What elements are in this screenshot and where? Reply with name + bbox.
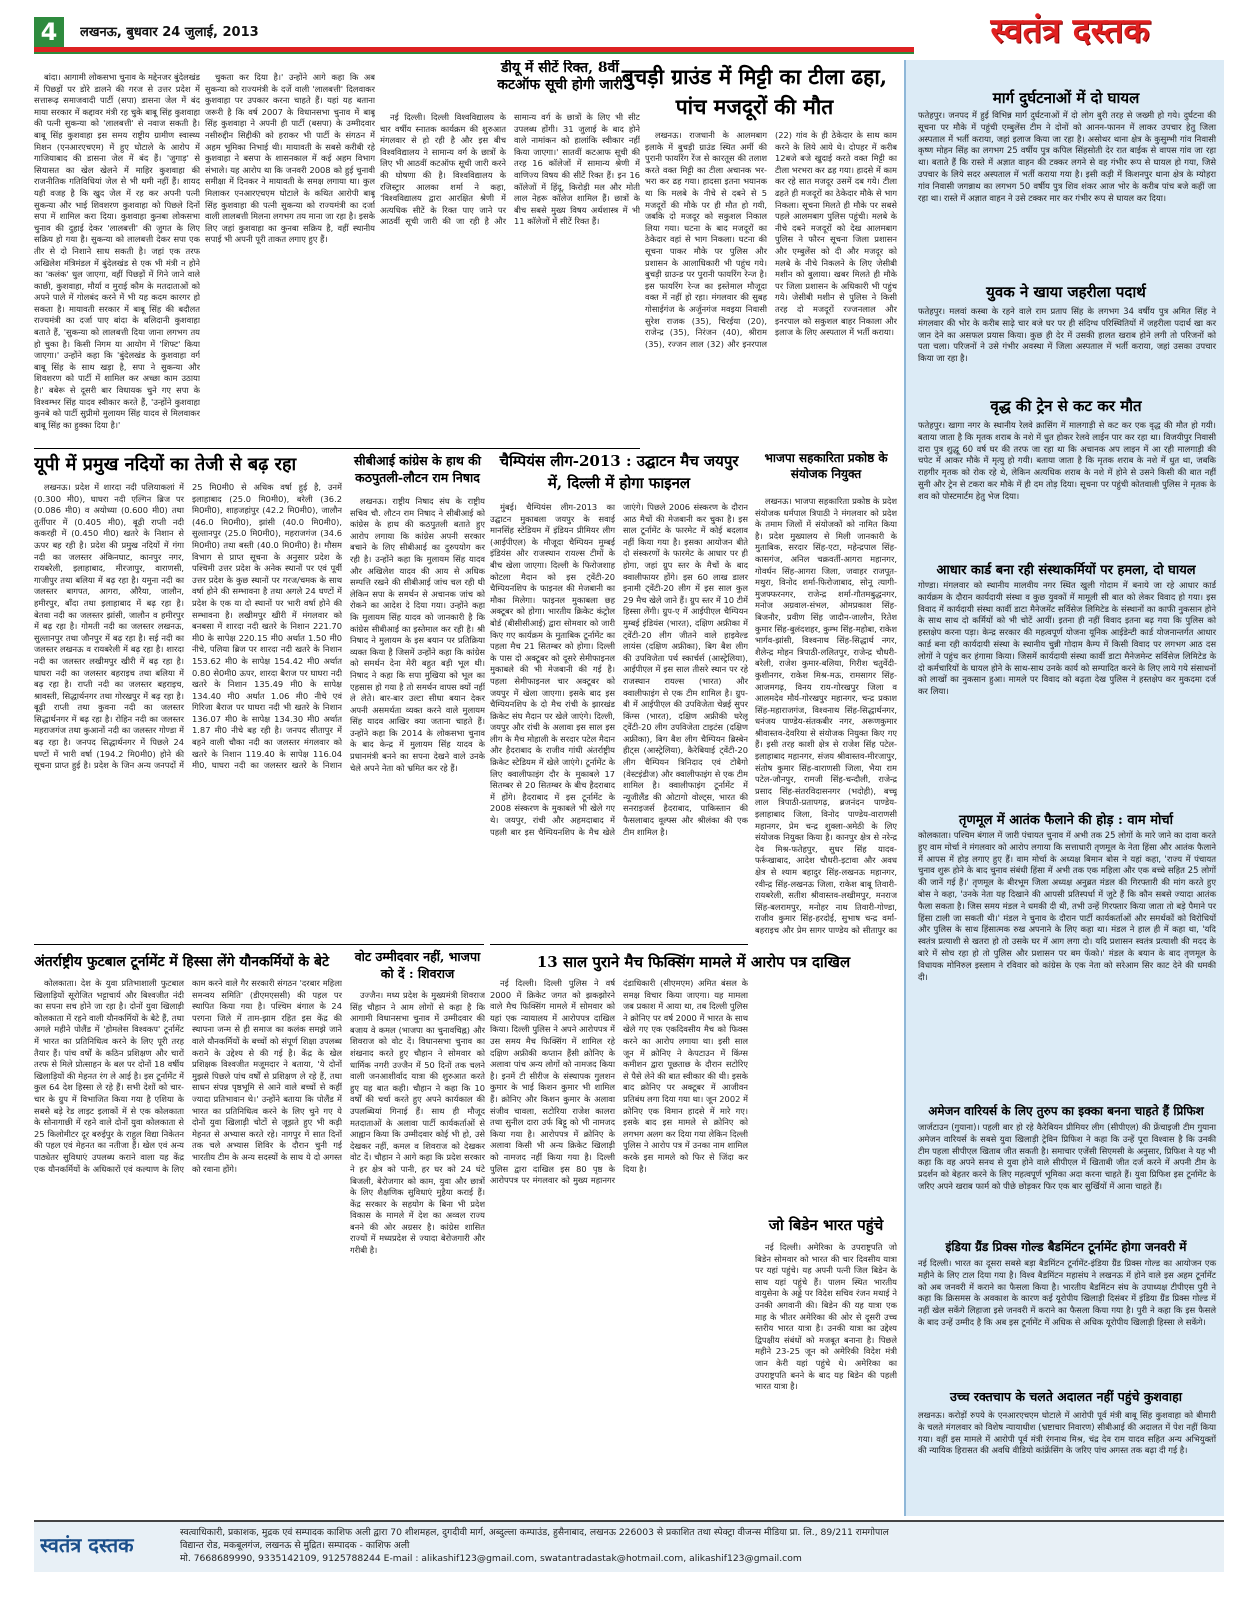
article-body: लखनऊ। प्रदेश में शारदा नदी पलियाकलां में (0.300 मी0), घाघरा नदी एल्गिन ब्रिज पर (0.086 मी0) व अयोध्या (0.600 मी0) तथा तुर्तीपार में (0.405 मी0), बूढ़ी राप्ती नदी ककरही में (0.450 मी0) खतरे के निशान से ऊपर बह रही है। प्रदेश की प्रमुख नदियों में गंगा नदी का जलस्तर अंकिनघाट, कानपुर नगर, रायबरेली, इलाहाबाद, मीरजापुर, वाराणसी, गाजीपुर तथा बलिया में बढ़ रहा है। यमुना नदी का जलस्तर बागपत, आगरा, औरैया, जालौन, हमीरपुर, बाँदा तथा इलाहाबाद में बढ़ रहा है। बेतवा नदी का जलस्तर झांसी, जालौन व हमीरपुर में बढ़ रहा है। गोमती नदी का जलस्तर लखनऊ, सुल्तानपुर तथा जौनपुर में बढ़ रहा है। सई नदी का जलस्तर लखनऊ व रायबरेली में बढ़ रहा है। शारदा नदी का जलस्तर लखीमपुर खीरी में बढ़ रहा है। घाघरा नदी का जलस्तर बहराइच तथा बलिया में बढ़ रहा है। राप्ती नदी का जलस्तर बहराइच, श्रावस्ती, सिद्धार्थनगर तथा गोरखपुर में बढ़ रहा है। बूढ़ी राप्ती तथा कुवना नदी का जलस्तर सिद्धार्थनगर में बढ़ रहा है। रोहिन नदी का जलस्तर महराजगंज तथा कुआनों नदी का जलस्तर गोण्डा में बढ़ रहा है। जनपद सिद्धार्थनगर में पिछले 24 घण्टों में भारी वर्षा (194.2 मि0मी0) होने की सूचना प्राप्त हुई है। प्रदेश के जिन अन्य जनपदों में 25 मि0मी0 से अधिक वर्षा हुई है, उनमें इलाहाबाद (25.0 मि0मी0), बरेली (36.2 मि0मी0), शाहजहांपुर (42.2 मि0मी0), जालौन (46.0 मि0मी0), झांसी (40.0 मि0मी0), सुल्तानपुर (25.0 मि0मी0), महराजगंज (34.6 मि0मी0) तथा बस्ती (40.0 मि0मी0) है। मौसम विभाग से प्राप्त सूचना के अनुसार प्रदेश के पश्चिमी उत्तर प्रदेश के अनेक स्थानों पर एवं पूर्वी उत्तर प्रदेश के कुछ स्थानों पर गरज/चमक के साथ वर्षा होने की सम्भावना है तथा अगले 24 घण्टों में प्रदेश के एक या दो स्थानों पर भारी वर्षा होने की सम्भावना है। लखीमपुर खीरी में मंगलवार को बनबसा में शारदा नदी खतरे के निशान 221.70 मी0 के सापेक्ष 220.15 मी0 अर्थात 1.50 मी0 नीचे, पलिया ब्रिज पर शारदा नदी खतरे के निशान 153.62 मी0 के सापेक्ष 154.42 मी0 अर्थात 0.80 से0मी0 ऊपर, शारदा बैराज पर घाघरा नदी खतरे के निशान 135.49 मी0 के सापेक्ष 134.40 मी0 अर्थात 1.06 मी0 नीचे एवं गिरिजा बैराज पर घाघरा नदी भी खतरे के निशान 136.07 मी0 के सापेक्ष 134.30 मी0 अर्थात 1.87 मी0 नीचे बह रही है। जनपद सीतापुर में बहने वाली चौका नदी का जलस्तर मंगलवार को खतरे के निशान 119.40 के सापेक्ष 116.04 मी0, घाघरा नदी का जलस्तर खतरे के निशान <box>34 482 342 771</box>
sidebar-headline: वृद्ध की ट्रेन से कट कर मौत <box>990 397 1142 415</box>
footer-logo: स्वतंत्र दस्तक <box>40 1533 134 1557</box>
article-biden <box>755 1242 897 1518</box>
sidebar-headline: उच्च रक्तचाप के चलते अदालत नहीं पहुंचे कुशवाहा <box>950 1389 1182 1404</box>
article-body: कोलकाता। देश के युवा प्रतिभाशाली फुटबाल खिलाड़ियों सूरोजित भट्टाचार्य और बिश्वजीत नंदी का सपना सच होने जा रहा है। दोनों युवा खिलाड़ी कोलकाता में रहने वाली यौनकर्मियों के बेटे हैं, तथा अगले महीने पोलैंड में 'होमलेस विश्वकप' टूर्नामेंट में भारत का प्रतिनिधित्व करने के लिए पूरी तरह तैयार हैं। पांच वर्षों के कठिन प्रशिक्षण और चारों तरफ से मिले प्रोत्साहन के बल पर दोनों 18 वर्षीय खिलाड़ियों की मेहनत रंग ले आई है। इस टूर्नामेंट में कुल 64 देश हिस्सा ले रहे हैं। सभी देशों को चार-चार के ग्रुप में विभाजित किया गया है एशिया के सबसे बड़े रेड लाइट इलाकों में से एक कोलकाता के सोनागाछी में रहने वाले दोनों युवा कोलकाता से 25 किलोमीटर दूर बरुईपुर के राहुल विद्या निकेतन की पहल एवं मेहनत का नतीजा हैं। खेल एवं अन्य पाठ्येतर सुविधाएं उपलब्ध कराने वाला यह केंद्र एक यौनकर्मियों के अधिकारों एवं कल्याण के लिए काम करने वाले गैर सरकारी संगठन 'दरबार महिला समन्वय समिति' (डीएमएससी) की पहल पर स्थापित किया गया है। पश्चिम बंगाल के 24 परगना जिले में ताम-झाम रहित इस केंद्र की स्थापना जन्म से ही समाज का कलंक समझे जाने वाले यौनकर्मियों के बच्चों को संपूर्ण शिक्षा उपलब्ध कराने के उद्देश्य से की गई है। केंद्र के खेल प्रशिक्षक विश्वजीत मजूमदार ने बताया, 'ये दोनों मुझसे पिछले पांच वर्षों से प्रशिक्षण ले रहे हैं, तथा साधन संपन्न पृष्ठभूमि से आने वाले बच्चों से कहीं ज्यादा प्रतिभावान थे।' उन्होंने बताया कि पोलैंड में भारत का प्रतिनिधित्व करने के लिए चुने गए ये दोनों युवा खिलाड़ी चोटों से जूझते हुए भी कड़ी मेहनत से अभ्यास करते रहे। नागपुर में सात दिनों तक चले अभ्यास शिविर के दौरान चुनी गई भारतीय टीम के अन्य सदस्यों के साथ ये दो अगस्त को रवाना होंगे। <box>34 978 342 1174</box>
article-du <box>380 112 640 447</box>
divider <box>34 448 640 449</box>
imprint-contact: मो. 7668689990, 9335142109, 9125788244 E-mail : alikashif123@gmail.com, swatantradastak@hotmail.com, alikashif123@gmail.com <box>180 1553 802 1564</box>
article-bjp <box>755 496 897 936</box>
sidebar-headline: युवक ने खाया जहरीला पदार्थ <box>986 283 1146 301</box>
sidebar-body: फतेहपुर। खागा नगर के स्थानीय रेलवे क्रासिंग में मालगाड़ी से कट कर एक वृद्ध की मौत हो गयी। बताया जाता है कि मृतक शराब के नशे में धुत होकर रेलवे लाईन पार कर रहा था। विजयीपुर निवासी दारा पुत्र शुद्धू 60 वर्ष घर की तरफ जा रहा था कि अचानक अप लाइन में आ रही मालगाड़ी की चपेट में आकर मौके में मृत्यु हो गयी। बताया जाता है कि मृतक शराब के नशे में धुत था, जबकि राहगीर मृतक को रोक रहे थे, लेकिन अत्यधिक शराब के नशे में होने से उसने किसी की बात नहीं सुनी और ट्रेन से टकरा कर मौके में ही दम तोड़ दिया। सूचना पर पहुंची कोतवाली पुलिस ने मृतक के शव को पोस्टमार्टम हेतु भेज दिया। <box>918 420 1216 501</box>
headline-vote: वोट उम्मीदवार नहीं, भाजपा को दें : शिवराज <box>354 949 481 981</box>
article-slaughter <box>645 130 897 445</box>
article-body: चुकता कर दिया है।' उन्होंने आगे कहा कि अब सुकन्या को राज्यमंत्री के दर्जे वाली 'लालबत्ती' दिलवाकर कुशवाहा पर उपकार करना चाहते हैं। यहां यह बताना जरूरी है कि वर्ष 2007 के विधानसभा चुनाव में बाबू सिंह कुशवाहा ने अपनी ही पार्टी (बसपा) के उम्मीदवार नसीरुद्दीन सिद्दीकी को हराकर भी पार्टी के संगठन में अहम भूमिका निभाई थी। मायावती के सबसे करीबी रहे कुशवाहा ने बसपा के शासनकाल में कई अहम विभाग संभाले। यह आरोप था कि जनवरी 2008 को हुई चुनावी समीक्षा में दिनकर ने मायावती के समक्ष लगाया था। कुल मिलाकर एनआरएचएम घोटाले के कथित आरोपी बाबू सिंह कुशवाहा की पत्नी सुकन्या को राज्यमंत्री का दर्जा वाली लालबत्ती मिलना लगभग तय माना जा रहा है। इसके लिए जहां कुशवाहा का कुनबा सक्रिय है, वहीं स्थानीय सपाई भी अपनी पूरी ताकत लगाए हुए हैं। <box>205 72 375 245</box>
article-bsp-col2 <box>205 72 375 442</box>
headline-cbi: सीबीआई कांग्रेस के हाथ की कठपुतली-लौटन राम निषाद <box>353 453 482 485</box>
page-number: 4 <box>34 17 64 47</box>
sidebar-body: लखनऊ। करोड़ों रुपये के एनआरएचएम घोटाले में आरोपी पूर्व मंत्री बाबू सिंह कुशवाहा को बीमारी के चलते मंगलवार को विशेष न्यायाधीश (भ्रष्टाचार निवारण) सीबीआई की अदालत में पेश नहीं किया गया। वहीं इस मामले में आरोपी पूर्व मंत्री रंगनाथ मिश्र, चंद्र देव राम यादव सहित अन्य अभियुक्तों की न्यायिक हिरासत की अवधि वीडियो कांफ्रेंसिंग के जरिए पांच अगस्त तक बढ़ा दी गई है। <box>918 1410 1216 1456</box>
article-body: नई दिल्ली। दिल्ली विश्वविद्यालय के चार वर्षीय स्नातक कार्यक्रम की शुरुआत मंगलवार से हो रही है और इस बीच विश्वविद्यालय ने सामान्य वर्ग के छात्रों के लिए भी आठवीं कटऑफ सूची जारी करने की घोषणा की है। विश्वविद्यालय के रजिस्ट्रार आलका शर्मा ने कहा, 'विश्वविद्यालय द्वारा आरक्षित श्रेणी में अत्यधिक सीटें के रिक्त पाए जाने पर आठवीं सूची जारी की जा रही है और सामान्य वर्ग के छात्रों के लिए भी सीट उपलब्ध होंगी। 31 जुलाई के बाद होने वाले नामांकन को हालांकि स्वीकार नहीं किया जाएगा।' सातवीं कटआफ सूची की तरह 16 कॉलेजों में सामान्य श्रेणी में वाणिज्य विषय की सीटें रिक्त हैं। इन 16 कॉलेजों में हिंदू, किरोड़ी मल और मोती लाल नेहरू कॉलेज शामिल हैं। छात्रों के बीच सबसे मुख्य विषय अर्थशास्त्र में भी 11 कॉलेजों में सीटें रिक्त हैं। <box>380 112 640 227</box>
article-football <box>34 978 342 1518</box>
article-ipl <box>490 502 748 947</box>
article-body: उज्जैन। मध्य प्रदेश के मुख्यमंत्री शिवराज सिंह चौहान ने आम लोगों से कहा है कि आगामी विधानसभा चुनाव में उम्मीदवार की बजाय वे कमल (भाजपा का चुनावचिह्न) और शिवराज को वोट दें। विधानसभा चुनाव का शंखनाद करते हुए चौहान ने सोमवार को धार्मिक नगरी उज्जैन में 50 दिनों तक चलने वाली जनआशीर्वाद यात्रा की शुरुआत करते हुए यह बात कही। चौहान ने कहा कि 10 वर्षों की चर्चा करते हुए अपने कार्यकाल की उपलब्धियां गिनाई हैं। साथ ही मौजूद मतदाताओं के अलावा पार्टी कार्यकर्ताओं से आह्वान किया कि उम्मीदवार कोई भी हो, उसे देखकर नहीं, कमल व शिवराज को देखकर वोट दें। चौहान ने आगे कहा कि प्रदेश सरकार ने हर क्षेत्र को पानी, हर घर को 24 घंटे बिजली, बेरोजगार को काम, युवा और छात्रों के लिए शैक्षणिक सुविधाएं मुहैया कराई हैं। केंद्र सरकार के सहयोग के बिना भी प्रदेश विकास के मामले में देश का अव्वल राज्य बनने की ओर अग्रसर है। कांग्रेस शासित राज्यों में मध्यप्रदेश से ज्यादा बेरोजगारी और गरीबी है। <box>350 990 485 1256</box>
headline-fixing: 13 साल पुराने मैच फिक्सिंग मामले में आरोप पत्र दाखिल <box>536 953 851 971</box>
article-body: लखनऊ। राष्ट्रीय निषाद संघ के राष्ट्रीय सचिव चौ. लौटन राम निषाद ने सीबीआई को कांग्रेस के हाथ की कठपुतली बताते हुए आरोप लगाया कि कांग्रेस अपनी सरकार बचाने के लिए सीबीआई का दुरुपयोग कर रही है। उन्होंने कहा कि मुलायम सिंह यादव और अखिलेश यादव की आय से अधिक सम्पत्ति रखने की सीबीआई जांच चल रही थी लेकिन सपा के समर्थन से अचानक जांच को रोकने का आदेश दे दिया गया। उन्होंने कहा कि मुलायम सिंह यादव को जानकारी है कि कांग्रेस सीबीआई का इस्तेमाल कर रही है। श्री निषाद ने मुलायम के इस बयान पर प्रतिक्रिया व्यक्त किया है जिसमें उन्होंने कहा कि कांग्रेस को समर्थन देना मेरी बहुत बड़ी भूल थी। निषाद ने कहा कि सपा मुखिया को भूल का एहसास हो गया है तो समर्थन वापस क्यों नहीं ले लेते। बार-बार उल्टा सीधा बयान देकर अपनी असमर्थता व्यक्त करने वाले मुलायम सिंह यादव आखिर क्या जताना चाहते हैं। उन्होंने कहा कि 2014 के लोकसभा चुनाव के बाद केन्द्र में मुलायम सिंह यादव के प्रधानमंत्री बनने का सपना देखने वाले उनके चेले अपने नेता को भ्रमित कर रहे हैं। <box>350 496 485 773</box>
article-body: नई दिल्ली। दिल्ली पुलिस ने वर्ष 2000 में क्रिकेट जगत को झकझोरने वाले मैच फिक्सिंग मामले में सोमवार को यहां एक न्यायालय में आरोपपत्र दाखिल किया। दिल्ली पुलिस ने अपने आरोपपत्र में उस समय मैच फिक्सिंग में शामिल रहे दक्षिण अफ्रीकी कप्तान हैंसी क्रोनिए के अलावा पांच अन्य लोगों को नामजद किया है। इनमें टी सीरीज के संस्थापक गुलशन कुमार के भाई किशन कुमार भी शामिल हैं। क्रोनिए और किशन कुमार के अलावा संजीव चावला, सटोरिया राजेश कालरा तथा सुनील दारा उर्फ बिट्टू को भी नामजद किया गया है। आरोपपत्र में क्रोनिए के अलावा किसी भी अन्य क्रिकेट खिलाड़ी को नामजद नहीं किया गया है। दिल्ली पुलिस द्वारा दाखिल इस 80 पृष्ठ के आरोपपत्र पर मंगलवार को मुख्य महानगर दंडाधिकारी (सीएमएम) अमित बंसल के समक्ष विचार किया जाएगा। यह मामला जब प्रकाश में आया था, तब दिल्ली पुलिस ने क्रोनिए पर वर्ष 2000 में भारत के साथ खेले गए एक एकदिवसीय मैच को फिक्स करने का आरोप लगाया था। इसी साल जून में क्रोनिए ने केपटाउन में किंग्स कमीशन द्वारा पूछताछ के दौरान सटोरिए से पैसे लेने की बात स्वीकार की थी। इसके बाद क्रोनिए पर अक्टूबर में आजीवन प्रतिबंध लगा दिया गया था। जून 2002 में क्रोनिए एक विमान हादसे में मारे गए। इसके बाद इस मामले से क्रोनिए को लगभग अलग कर दिया गया लेकिन दिल्ली पुलिस ने आरोप पत्र में उनका नाम शामिल करके इस मामले को फिर से जिंदा कर दिया है। <box>490 978 748 1186</box>
sidebar-headline: आधार कार्ड बना रही संस्थाकर्मियों पर हमला, दो घायल <box>936 563 1196 578</box>
article-rivers-cont <box>34 782 342 942</box>
article-body: मुंबई। चैम्पियंस लीग-2013 का उद्घाटन मुकाबला जयपुर के सवाई मानसिंह स्टेडियम में इंडियन प्रीमियर लीग (आईपीएल) के मौजूदा चैम्पियन मुम्बई इंडियंस और राजस्थान रायल्स टीमों के बीच खेला जाएगा। दिल्ली के फिरोजशाह कोटला मैदान को इस ट्वेंटी-20 चैम्पियनशिप के फाइनल की मेजबानी का मौका मिलेगा। फाइनल मुकाबला छह अक्टूबर को होगा। भारतीय क्रिकेट कंट्रोल बोर्ड (बीसीसीआई) द्वारा सोमवार को जारी किए गए कार्यक्रम के मुताबिक टूर्नामेंट का पहला मैच 21 सितम्बर को होगा। दिल्ली के पास दो अक्टूबर को दूसरे सेमीफाइनल मुकाबले की भी मेजबानी की गई है। पहला सेमीफाइनल चार अक्टूबर को जयपुर में खेला जाएगा। इसके बाद इस चैम्पियनशिप के दो मैच रांची के झारखंड क्रिकेट संघ मैदान पर खेले जाएंगे। दिल्ली, जयपुर और रांची के अलावा इस साल इस लीग के मैच मोहाली के सरदार पटेल मैदान और हैदराबाद के राजीव गांधी अंतर्राष्ट्रीय क्रिकेट स्टेडियम में खेले जाएंगे। टूर्नामेंट के लिए क्वालीफाइंग दौर के मुकाबले 17 सितम्बर से 20 सितम्बर के बीच हैदराबाद में होंगे। हैदराबाद में इस टूर्नामेंट के 2008 संस्करण के मुकाबले भी खेले गए थे। जयपुर, रांची और अहमदाबाद में पहली बार इस चैम्पियनशिप के मैच खेले जाएंगे। पिछले 2006 संस्करण के दौरान आठ मैचों की मेजबानी कर चुका है। इस साल टूर्नामेंट के फारमेट में कोई बदलाव नहीं किया गया है। इसका आयोजन बीते दो संस्करणों के फारमेट के आधार पर ही होगा, जहां ग्रुप स्तर के मैचों के बाद क्वालीफायर होंगे। इस 60 लाख डालर इनामी ट्वेंटी-20 लीग में इस साल कुल 29 मैच खेले जाने हैं। ग्रुप स्तर में 10 टीमें हिस्सा लेंगी। ग्रुप-ए में आईपीएल चैम्पियन मुम्बई इंडियंस (भारत), दक्षिण अफ्रीका में ट्वेंटी-20 लीग जीतने वाले हाइवेल्ड लायंस (दक्षिण अफ्रीका), बिग बैश लीग की उपविजेता पर्थ स्कार्चर्स (आस्ट्रेलिया), आईपीएल में इस साल तीसरे स्थान पर रहे राजस्थान रायल्स (भारत) और क्वालीफाइंग से एक टीम शामिल है। ग्रुप-बी में आईपीएल की उपविजेता चेन्नई सुपर किंग्स (भारत), दक्षिण अफ्रीकी घरेलू ट्वेंटी-20 लीग उपविजेता टाइटंस (दक्षिण अफ्रीका), बिग बैश लीग चैम्पियन ब्रिस्बेन हीट्स (आस्ट्रेलिया), कैरेबियाई ट्वेंटी-20 लीग चैम्पियन त्रिनिदाद एवं टोबैगो (वेस्टइंडीज) और क्वालीफाइंग से एक टीम शामिल है। क्वालीफाइंग टूर्नामेंट में न्यूजीलैंड की ओटागो वोल्ट्स, भारत की सनराइजर्स हैदराबाद, पाकिस्तान की फैसलाबाद वूल्फ्स और श्रीलंका की एक टीम शामिल है। <box>490 502 748 837</box>
headline-du: डीयू में सीटें रिक्त, 8वीं कटऑफ सूची होगी जारी <box>497 60 623 93</box>
headline-football: अंतर्राष्ट्रीय फुटबाल टूर्नामेंट में हिस्सा लेंगे यौनकर्मियों के बेटे <box>34 954 330 970</box>
headline-slaughter: बुचड़ी ग्राउंड में मिट्टी का टीला ढहा, पांच मजदूरों की मौत <box>621 64 888 119</box>
headline-biden: जो बिडेन भारत पहुंचे <box>768 1216 884 1234</box>
article-body: लखनऊ। राजधानी के आलमबाग इलाके में बुचड़ी ग्राउंड स्थित अर्मी की पुरानी फायरिंग रेंज से कारतूस की तलाश करते वक्त मिट्टी का टीला अचानक भर-भरा कर ढह गया। हादसा इतना भयानक था कि मलबे के नीचे से दबने से 5 मजदूरों की मौके पर ही मौत हो गयी, जबकि दो मजदूर को सकुशल निकाल लिया गया। घटना के बाद मजदूरों का ठेकेदार वहां से भाग निकला। घटना की सूचना पाकर मौके पर पुलिस और प्रशासन के आलाधिकारी भी पहुंच गये। बुचड़ी ग्राउन्ड पर पुरानी फायरिंग रेन्ज है। इस फायरिंग रेन्ज का इस्तेमाल मौजूदा वक्त में नहीं हो रहा। मंगलवार की सुबह गोसाईगंज के अर्जुनगंज मवइया निवासी सुरेश राजक (35), चिरईया (20), राजेन्द्र (35), निरंजन (40), श्रीराम (35), रज्जन लाल (32) और इनरपाल (22) गांव के ही ठेकेदार के साथ काम करने के लिये आये थे। दोपहर में करीब 12बजे बजे खुदाई करते वक्त मिट्टी का टीला भरभरा कर ढह गया। हादसे में काम कर रहे सात मजदूर उसमें दब गये। टीला ढहते ही मजदूरों का ठेकेदार मौके से भाग निकला। सूचना मिलते ही मौके पर सबसे पहले आलमबाग पुलिस पहुंची। मलबे के नीचे दबने मजदूरों को देख आलमबाग पुलिस ने फौरन सूचना जिला प्रशासन और एम्बुलेंस को दी और मजदूर को मलबे के नीचे निकलने के लिए जेसीबी मशीन को बुलाया। खबर मिलते ही मौके पर जिला प्रशासन के अधिकारी भी पहुंच गये। जेसीबी मशीन से पुलिस ने किसी तरह दो मजदूरों रज्जनलाल और इनरपाल को सकुशल बाहर निकाला और इलाज के लिए अस्पताल में भर्ती कराया। <box>645 130 897 349</box>
sidebar-headline: इंडिया ग्रैंड प्रिक्स गोल्ड बैडमिंटन टूर्नामेंट होगा जनवरी में <box>945 1240 1187 1254</box>
sidebar <box>904 60 1224 1516</box>
footer-imprint <box>180 1526 1210 1565</box>
divider <box>490 944 748 945</box>
sidebar-headline: तृणमूल में आतंक फैलाने की होड़ : वाम मोर्चा <box>959 813 1173 828</box>
article-body: लखनऊ। भाजपा सहकारिता प्रकोष्ठ के प्रदेश संयोजक धर्मपाल त्रिपाठी ने मंगलवार को प्रदेश के तमाम जिलों में संयोजकों को नामित किया है। प्रदेश मुख्यालय से मिली जानकारी के मुताबिक, सरदार सिंह-एटा, महेन्द्रपाल सिंह-कासगंज, अनिल चक्रवर्ती-आगरा महानगर, गोवर्धन सिंह-आगरा जिला, जवाहर राजपूत-मथुरा, विनोद शर्मा-फिरोजाबाद, सोनू त्यागी-मुजफ्फरनगर, राजेन्द्र शर्मा-गौतमबुद्धनगर, मनोज अग्रवाल-संभल, ओमप्रकाश सिंह-बिजनौर, प्रवीण सिंह जादौन-जालौन, रितेश कुमार सिंह-बुलंदशहर, कुम्भ सिंह-महोबा, राकेश भार्गव-झांसी, विश्वनाथ सिंह-सिद्धार्थ नगर, शैलेन्द्र मोहन त्रिपाठी-ललितपुर, राजेन्द्र चौधरी-बरेली, राजेश कुमार-बलिया, गिरीश चतुर्वेदी-कुशीनगर, राकेश मिश्र-मऊ, रामसागर सिंह-आजमगढ़, विनय राय-गोरखपुर जिला व आलमदेव मौर्य-गोरखपुर महानगर, चन्द्र प्रकाश सिंह-महाराजगंज, विश्वनाथ सिंह-सिद्धार्थनगर, धनंजय पाण्डेय-संतकबीर नगर, अरूणकुमार श्रीवास्तव-देवरिया से संयोजक नियुक्त किए गए हैं। इसी तरह काशी क्षेत्र से राजेश सिंह पटेल-इलाहाबाद महानगर, संजय श्रीवास्तव-मीरजापुर, संतोष कुमार सिंह-वाराणसी जिला, भैया राम पटेल-जौनपुर, रामजी सिंह-चन्दौली, राजेन्द्र प्रसाद सिंह-संतरविदासनगर (भदोही), बच्चू लाल त्रिपाठी-प्रतापगढ़, ब्रजनंदन पाण्डेय-इलाहाबाद जिला, विनोद पाण्डेय-वाराणसी महानगर, प्रेम चन्द्र शुक्ला-अमेठी के लिए संयोजक नियुक्त किया है। कानपुर क्षेत्र से नरेन्द्र देव मिश्र-फतेहपुर, सुधर सिंह यादव-फर्रूखाबाद, आदेश चौधरी-इटावा और अवध क्षेत्र से श्याम बहादुर सिंह-लखनऊ महानगर, रवीन्द्र सिंह-लखनऊ जिला, राकेश बाबू तिवारी-रायबरेली, सतीश श्रीवास्तव-लखीमपुर, मनराज सिंह-बलरामपुर, मनोहर नाथ तिवारी-गोण्डा, राजीव कुमार सिंह-हरदोई, सुभाष चन्द्र वर्मा-बहराइच और प्रेम सागर पाण्डेय को सीतापुर का <box>755 496 897 935</box>
headline-bjp: भाजपा सहकारिता प्रकोष्ठ के संयोजक नियुक्त <box>764 451 888 481</box>
sidebar-body: फतेहपुर। जनपद में हुई विभिन्न मार्ग दुर्घटनाओं में दो लोग बुरी तरह से जख्मी हो गये। दुर्घटना की सूचना पर मौके में पहुंची एम्बुलेंस टीम ने दोनों को आनन-फानन में लाकर उपचार हेतु जिला अस्पताल में भर्ती कराया, जहां इलाज किया जा रहा है। असोथर थाना क्षेत्र के कुसुम्भी गांव निवासी कृष्ण मोहन सिंह का लगभग 25 वर्षीय पुत्र कपिल सिंहसोती देर रात बाईक से वापस गांव जा रहा था। बताते हैं कि रास्ते में अज्ञात वाहन की टक्कर लगने से वह गंभीर रूप से घायल हो गया, जिसे उपचार के लिये सदर अस्पताल में भर्ती कराया गया है। इसी कड़ी में किशनपुर थाना क्षेत्र के म्योहरा गांव निवासी जगन्नाथ का लगभग 50 वर्षीय पुत्र शिव शंकर आज भोर के करीब पांच बजे कहीं जा रहा था। रास्ते में अज्ञात वाहन ने उसे टक्कर मार कर गंभीर रूप से घायल कर दिया। <box>918 110 1216 203</box>
article-bsp-col1 <box>34 72 200 442</box>
divider <box>34 944 484 945</box>
article-cbi <box>350 496 485 946</box>
sidebar-body: गोण्डा। मंगलवार को स्थानीय मालवीय नगर स्थित खुली गोदाम में बनाये जा रहे आधार कार्ड कार्यक्रम के दौरान कार्यदायी संस्था व कुछ युवकों में मामूली सी बात को लेकर विवाद हो गया। इस विवाद में कार्यदायी संस्था कार्वी डाटा मैनेजमेंट सर्विसेज लिमिटेड के संस्थानों का काफी नुकसान होने के साथ साथ दो कर्मियों को भी चोटें आयीं। इतना ही नहीं विवाद इतना बढ़ गया कि पुलिस को हस्तक्षेप करना पड़ा। केन्द्र सरकार की महत्वपूर्ण योजना यूनिक आईडेन्टी कार्ड योजनान्तर्गत आधार कार्ड बना रही कार्यदायी संस्था के स्थानीय चुन्नी गोदाम कैम्प में किसी विवाद पर लगभग आठ दस लोगों ने पहुंच कर हंगामा किया। जिसमें कार्यदायी संस्था कार्वी डाटा मैनेजमेन्ट सर्विसेज लिमिटेड के दो कर्मचारियों के घायल होने के साथ-साथ उनके कार्य को सम्पादित करने के लिए लाये गये संसाधनों को लाखों का नुकसान हुआ। मामले पर विवाद को बढ़ता देख पुलिस ने हस्तक्षेप कर मुकदमा दर्ज कर लिया। <box>918 580 1216 697</box>
article-rivers <box>34 482 342 782</box>
article-body: नई दिल्ली। अमेरिका के उपराष्ट्रपति जो बिडेन सोमवार को भारत की चार दिवसीय यात्रा पर यहां पहुंचे। यह अपनी पत्नी जिल बिडेन के साथ यहां पहुंचे हैं। पालम स्थित भारतीय वायुसेना के अड्डे पर विदेश सचिव रंजन मथाई ने उनकी अगवानी की। बिडेन की यह यात्रा एक माह के भीतर अमेरिका की ओर से दूसरी उच्च स्तरीय भारत यात्रा है। उनकी यात्रा का उद्देश्य द्विपक्षीय संबंधों को मजबूत बनाना है। पिछले महीने 23-25 जून को अमेरिकी विदेश मंत्री जान केरी यहां पहुंचे थे। अमेरिका का उपराष्ट्रपति बनने के बाद यह बिडेन की पहली भारत यात्रा है। <box>755 1242 897 1392</box>
sidebar-headline: मार्ग दुर्घटनाओं में दो घायल <box>992 89 1140 107</box>
imprint-line: विद्यान्त रोड, मकबूलगंज, लखनऊ से मुद्रित। सम्पादक - काशिफ अली <box>180 1540 410 1551</box>
sidebar-body: जार्जटाउन (गुयाना)। पहली बार हो रहे कैरेबियन प्रीमियर लीग (सीपीएल) की फ्रेंचाइजी टीम गुयाना अमेजन वारियर्स के सबसे युवा खिलाड़ी ट्रेविन प्रिफिश ने कहा कि उन्हें पूरा विश्वास है कि उनकी टीम पहला सीपीएल खिताब जीत सकती है। समाचार एजेंसी सिएमसी के अनुसार, प्रिफिश ने यह भी कहा कि वह अपने सनथ से युवा होने वाले सीपीएल में खिताबी जीत दर्ज करने में अपनी टीम के प्रदर्शन को बेहतर करने के लिए महत्वपूर्ण भूमिका अदा करना चाहते हैं। युवा प्रिफिश इस टूर्नामेंट के जरिए अपने खराब फार्म को पीछे छोड़कर फिर एक बार सुर्खियों में आना चाहते हैं। <box>918 1122 1216 1191</box>
sidebar-body: नई दिल्ली। भारत का दूसरा सबसे बड़ा बैडमिंटन टूर्नामेंट-इंडिया ग्रैंड प्रिक्स गोल्ड का आयोजन एक महीने के लिए टाल दिया गया है। विश्व बैडमिंटन महासंघ ने लखनऊ में होने वाले इस अहम टूर्नामेंट को अब जनवरी में कराने का फैसला किया है। भारतीय बैडमिंटन संघ के उपाध्यक्ष टीपीएस पुरी ने कहा कि क्रिसमस के अवकाश के कारण कई यूरोपीय खिलाड़ी दिसंबर में इंडिया ग्रैंड प्रिक्स गोल्ड में नहीं खेल सकेंगे लिहाजा इसे जनवरी में कराने का फैसला किया गया है। पुरी ने कहा कि इस फैसले के बाद उन्हें उम्मीद है कि अब इस टूर्नामेंट में अधिक से अधिक यूरोपीय खिलाड़ी हिस्सा ले सकेंगे। <box>918 1258 1216 1327</box>
headline-ipl: चैम्पियंस लीग-2013 : उद्घाटन मैच जयपुर में, दिल्ली में होगा फाइनल <box>499 452 739 492</box>
article-vote <box>350 990 485 1518</box>
article-body: बांदा। आगामी लोकसभा चुनाव के मद्देनजर बुंदेलखंड में पिछड़ों पर डोरे डालने की गरज से उत्तर प्रदेश में सत्तारूढ़ समाजवादी पार्टी (सपा) डासना जेल में बंद माया सरकार में कद्दावर मंत्री रह चुके बाबू सिंह कुशवाहा की पत्नी सुकन्या को 'लालबत्ती' से नवाज सकती है। बाबू सिंह कुशवाहा इस समय राष्ट्रीय ग्रामीण स्वास्थ्य मिशन (एनआरएचएम) में हुए घोटाले के आरोप में गाजियाबाद की डासना जेल में बंद हैं। 'जुगाड़' से सियासत का खेल खेलने में माहिर कुशवाहा की राजनीतिक गतिविधियां जेल से भी थमी नहीं हैं। शायद यही वजह है कि खुद जेल में रह कर अपनी पत्नी सुकन्या और भाई शिवशरण कुशवाहा को पिछले दिनों सपा में शामिल करा दिया। कुशवाहा कुनबा लोकसभा चुनाव की दुहाई देकर 'लालबत्ती' की जुगत के लिए सक्रिय हो गया है। सुकन्या को लालबत्ती देकर सपा एक तीर से दो निशाने साध सकती है। जहां एक तरफ अखिलेश मंत्रिमंडल में बुंदेलखंड से एक भी मंत्री न होने का 'कलंक' धुल जाएगा, वहीं पिछड़ों में गिने जाने वाले काछी, कुशवाहा, मौर्या व मुराई कौम के मतदाताओं को अपने पाले में गोलबंद करने में भी यह कदम कारगर हो सकता है। मायावती सरकार में बाबू सिंह की बदौलत राज्यमंत्री का दर्जा पाए बांदा के बलिदानी कुशवाहा बताते हैं, 'सुकन्या को लालबत्ती दिया जाना लगभग तय हो चुका है। किसी निगम या आयोग में 'शिफ्ट' किया जाएगा।' उन्होंने कहा कि 'बुंदेलखंड के कुशवाहा वर्ग बाबू सिंह के साथ खड़ा है, सपा ने सुकन्या और शिवशरण को पार्टी में शामिल कर अच्छा काम उठाया है।' बबेरू से दूसरी बार विधायक चुने गए सपा के विश्वम्भर सिंह यादव स्वीकार करते हैं, 'उन्होंने कुशवाहा कुनबे को पार्टी सुप्रीमो मुलायम सिंह यादव से मिलवाकर बाबू सिंह का हुक्का दिया है।' <box>34 72 200 430</box>
date-line: लखनऊ, बुधवार 24 जुलाई, 2013 <box>80 25 259 40</box>
sidebar-body: फतेहपुर। मलवां कस्बा के रहने वाले राम प्रताप सिंह के लगभग 34 वर्षीय पुत्र अमित सिंह ने मंगलवार की भोर के करीब साढ़े चार बजे घर पर ही संदिग्ध परिस्थितियों में जहरीला पदार्थ खा कर जान देने का असफल प्रयास किया। कुछ ही देर में उसकी हालत खराब होने लगी तो परिजनों को पता चला। परिजनों ने उसे गंभीर अवस्था में जिला अस्पताल में भर्ती कराया, जहां उसका उपचार किया जा रहा है। <box>918 306 1216 364</box>
imprint-line: स्वत्वाधिकारी, प्रकाशक, मुद्रक एवं सम्पादक काशिफ अली द्वारा 70 शीशमहल, दुगदीवी मार्ग, अब्दुल्ला कम्पाउंड, हुसैनाबाद, लखनऊ 226003 से प्रकाशित तथा स्पेक्ट्रा वीजन्स मीडिया प्रा. लि., 89/211 रामगोपाल <box>180 1527 889 1538</box>
headline-rivers: यूपी में प्रमुख नदियों का तेजी से बढ़ रहा <box>34 454 297 475</box>
article-fixing <box>490 978 748 1518</box>
sidebar-body: कोलकाता। पश्चिम बंगाल में जारी पंचायत चुनाव में अभी तक 25 लोगों के मारे जाने का दावा करते हुए वाम मोर्चा ने मंगलवार को आरोप लगाया कि सत्ताधारी तृणमूल के नेता हिंसा और आतंक फैलाने में आपस में होड़ लगाए हुए हैं। वाम मोर्चा के अध्यक्ष बिमान बोस ने यहां कहा, 'राज्य में पंचायत चुनाव शुरू होने के बाद चुनाव संबंधी हिंसा में अभी तक एक महिला और एक बच्चे सहित 25 लोगों की जानें गई हैं।' तृणमूल के बीरभूम जिला अध्यक्ष अनुब्रत मंडल की गिरफ्तारी की मांग करते हुए बोस ने कहा, 'उनके नेता यह दिखाने की आपसी प्रतिस्पर्धा में जुटे हैं कि कौन सबसे ज्यादा आतंक फैला सकता है। जिस समय मंडल ने धमकी दी थी, तभी उन्हें गिरफ्तार किया जाता तो बड़े पैमाने पर हिंसा टाली जा सकती थी।' मंडल ने चुनाव के दौरान पार्टी कार्यकर्ताओं और समर्थकों को विरोधियों और पुलिस के साथ हिंसात्मक रुख अपनाने के लिए कहा था। मंडल ने हाल ही में कहा था, 'यदि स्वतंत्र प्रत्याशी से खतरा हो तो उसके घर में आग लगा दो। यदि प्रशासन स्वतंत्र प्रत्याशी की मदद के बारे में सोच रहा हो तो पुलिस और प्रशासन पर बम फेंको।' मंडल के बयान के बाद तृणमूल के विधायक मोनिरुल इस्लाम ने रविवार को कांग्रेस के एक नेता को सरेआम सिर काट देने की धमकी दी। <box>918 830 1216 982</box>
header-rule-green <box>34 52 914 54</box>
sidebar-headline: अमेजन वारियर्स के लिए तुरुप का इक्का बनना चाहते हैं प्रिफिश <box>928 1104 1204 1118</box>
masthead: स्वतंत्र दस्तक <box>990 11 1150 51</box>
